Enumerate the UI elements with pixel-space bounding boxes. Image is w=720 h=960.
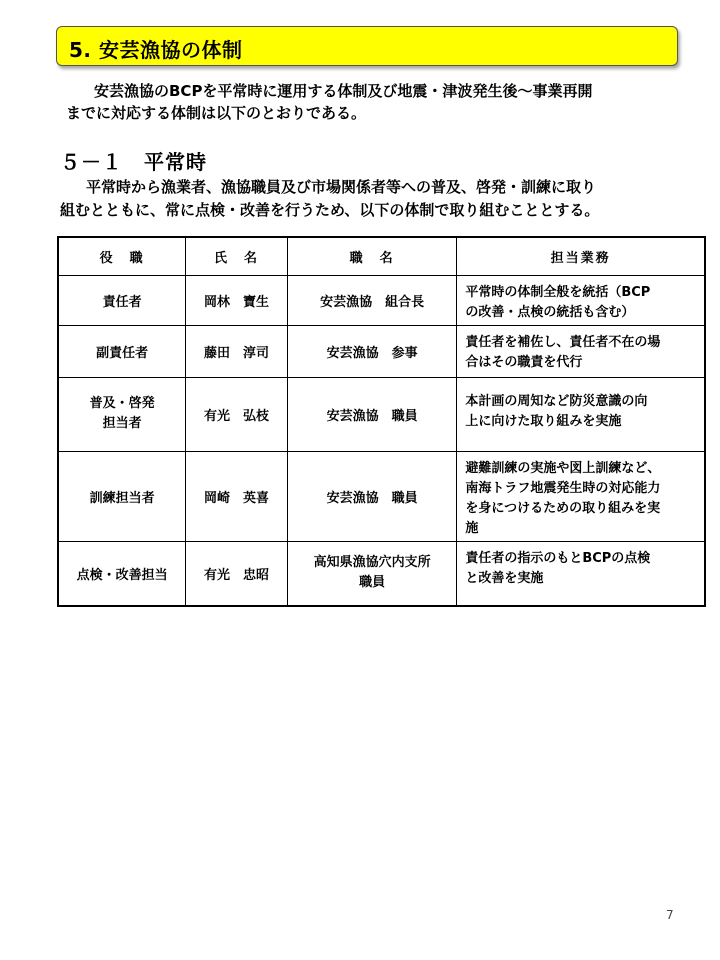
table-row [58,275,705,325]
duty-line: の改善・点検の統括も含む） [465,304,635,320]
header-name: 氏 名 [186,237,288,275]
duty-line: 施 [465,520,479,536]
table-row [58,541,705,606]
role-text: 担当者 [102,416,142,431]
position-text: 安芸漁協 参事 [326,345,418,361]
position-cell [287,325,456,377]
role-cell [58,451,186,541]
position-cell [287,275,456,325]
duty-line: と改善を実施 [465,570,544,586]
name-cell: 岡林 寶生 [186,275,288,325]
page-number: 7 [666,908,674,922]
position-text: 安芸漁協 職員 [326,408,418,424]
role-text: 訓練担当者 [89,490,155,506]
position-cell [287,541,456,606]
role-cell [58,325,186,377]
position-text: 職員 [359,575,386,591]
duty-line: 上に向けた取り組みを実施 [465,413,622,429]
intro-line-2: までに対応する体制は以下のとおりである。 [66,104,367,122]
duty-cell [457,451,705,541]
duty-cell [457,325,705,377]
section-line-1: 平常時から漁業者、漁協職員及び市場関係者等への普及、啓発・訓練に取り [86,178,597,196]
duty-line: を身につけるための取り組みを実 [465,500,661,516]
header-duty: 担当業務 [457,237,705,275]
table-row [58,325,705,377]
title-banner [56,26,678,66]
duty-line: 南海トラフ地震発生時の対応能力 [465,480,661,496]
role-cell [58,541,186,606]
role-text: 点検・改善担当 [76,567,168,583]
duty-line: 本計画の周知など防災意識の向 [465,393,648,409]
position-text: 安芸漁協 組合長 [320,294,425,310]
role-text: 副責任者 [96,345,149,361]
position-text: 高知県漁協穴内支所 [313,555,431,571]
duty-cell [457,377,705,451]
position-text: 安芸漁協 職員 [326,490,418,506]
name-cell: 有光 弘枝 [186,377,288,451]
duty-cell [457,541,705,606]
table-row [58,451,705,541]
intro-line-1: 安芸漁協のBCPを平常時に運用する体制及び地震・津波発生後～事業再開 [94,82,593,100]
table-header-row [58,237,705,275]
role-text: 普及・啓発 [89,396,155,411]
section-line-2: 組むとともに、常に点検・改善を行うため、以下の体制で取り組むこととする。 [60,201,600,219]
duty-line: 責任者を補佐し、責任者不在の場 [465,334,661,350]
name-cell: 有光 忠昭 [186,541,288,606]
duty-line: 責任者の指示のもとBCPの点検 [465,550,651,566]
position-cell [287,451,456,541]
duty-line: 合はその職責を代行 [465,354,583,370]
duty-cell [457,275,705,325]
role-cell [58,275,186,325]
table-row [58,377,705,451]
section-paragraph [60,176,710,222]
role-cell [58,377,186,451]
section-heading: ５－１ 平常時 [60,150,207,174]
intro-paragraph [66,80,706,124]
position-cell [287,377,456,451]
name-cell: 藤田 淳司 [186,325,288,377]
name-cell: 岡崎 英喜 [186,451,288,541]
header-position: 職 名 [287,237,456,275]
header-role: 役 職 [58,237,186,275]
role-text: 責任者 [102,294,142,310]
roles-table [57,236,706,607]
page-title: 5. 安芸漁協の体制 [69,38,243,62]
duty-line: 平常時の体制全般を統括（BCP [465,284,651,300]
duty-line: 避難訓練の実施や図上訓練など、 [465,460,661,476]
